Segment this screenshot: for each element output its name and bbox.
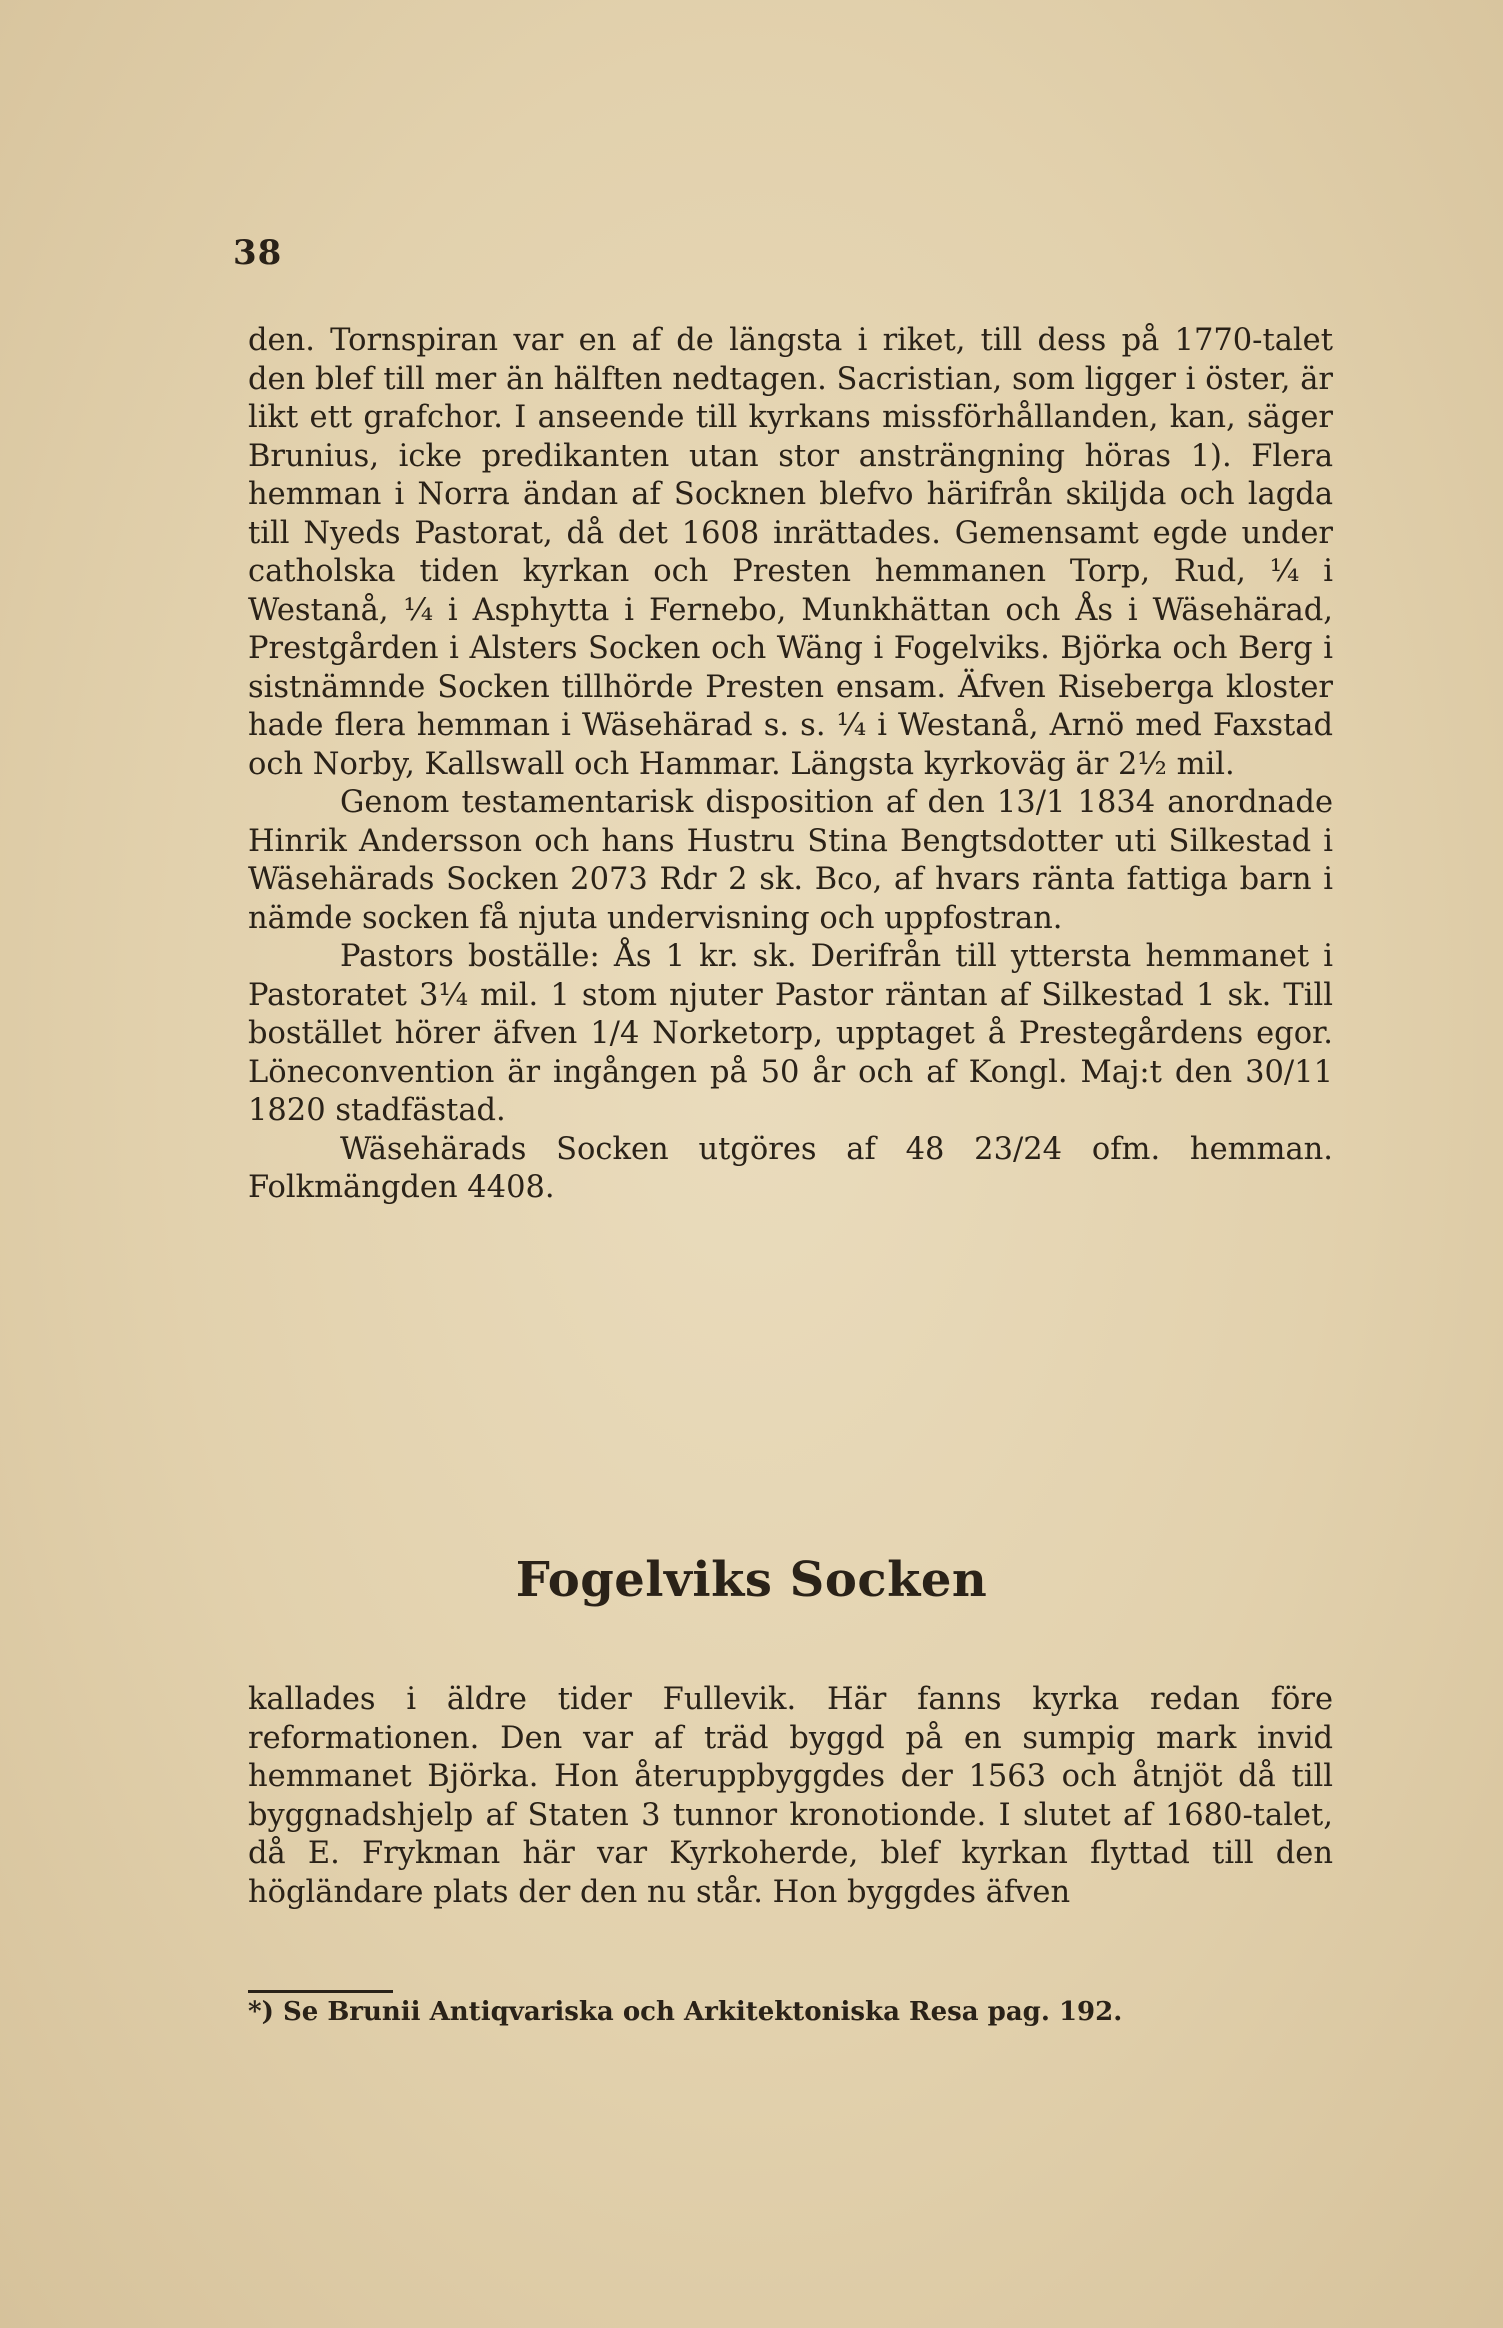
paragraph: kallades i äldre tider Fullevik. Här fanns kyrka redan före reformationen. Den var af träd byggd på en sumpig mark invid hemmanet Björka. Hon återuppbyggdes der 1563 och åtnjöt då till byggnadshjelp af Staten 3 tunnor kronotionde. I slutet af 1680-talet, då E. Frykman här var Kyrkoherde, blef kyrkan flyttad till den högländare plats der den nu står. Hon byggdes äfven (248, 1682, 1333, 1910)
paragraph: Genom testamentarisk disposition af den 13/1 1834 anordnade Hinrik Andersson och hans Hustru Stina Bengtsdotter uti Silkestad i Wäsehärads Socken 2073 Rdr 2 sk. Bco, af hvars ränta fattiga barn i nämde socken få njuta undervisning och uppfostran. (248, 785, 1333, 936)
page-number: 38 (233, 233, 283, 273)
paragraph: den. Tornspiran var en af de längsta i riket, till dess på 1770-talet den blef till mer än hälften nedtagen. Sacristian, som ligger i öster, är likt ett grafchor. I anseende till kyrkans missförhållanden, kan, säger Brunius, icke predikanten utan stor ansträngning höras 1). Flera hemman i Norra ändan af Socknen blefvo härifrån skiljda och lagda till Nyeds Pastorat, då det 1608 inrättades. Gemensamt egde under catholska tiden kyrkan och Presten hemmanen Torp, Rud, ¼ i Westanå, ¼ i Asphytta i Fernebo, Munkhättan och Ås i Wäsehärad, Prestgården i Alsters Socken och Wäng i Fogelviks. Björka och Berg i sistnämnde Socken tillhörde Presten ensam. Äfven Riseberga kloster hade flera hemman i Wäsehärad s. s. ¼ i Westanå, Arnö med Faxstad och Norby, Kallswall och Hammar. Längsta kyrkoväg är 2½ mil. (248, 323, 1333, 782)
footnote: *) Se Brunii Antiqvariska och Arkitektoniska Resa pag. 192. (248, 1997, 1123, 2027)
body-text-upper (248, 322, 1333, 1208)
body-text-lower (248, 1681, 1333, 1912)
section-heading: Fogelviks Socken (515, 1552, 988, 1608)
footnote-rule (248, 1990, 393, 1993)
paragraph: Pastors boställe: Ås 1 kr. sk. Derifrån till yttersta hemmanet i Pastoratet 3¼ mil. 1 stom njuter Pastor räntan af Silkestad 1 sk. Till bostället hörer äfven 1/4 Norketorp, upptaget å Prestegårdens egor. Löneconvention är ingången på 50 år och af Kongl. Maj:t den 30/11 1820 stadfästad. (248, 939, 1333, 1128)
paragraph: Wäsehärads Socken utgöres af 48 23/24 ofm. hemman. Folkmängden 4408. (248, 1131, 1333, 1205)
